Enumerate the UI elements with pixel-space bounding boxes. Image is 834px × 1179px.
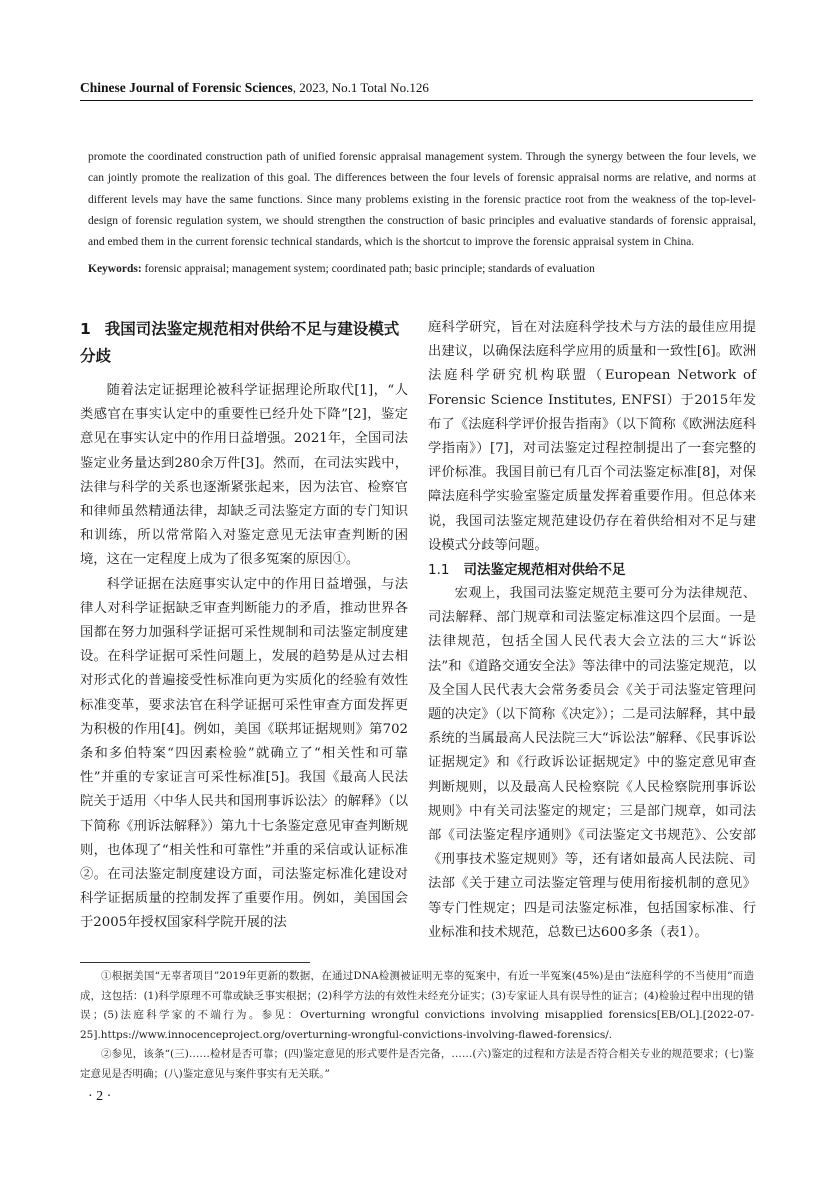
- footnote-rule: [80, 962, 310, 963]
- keywords-line: [88, 259, 756, 280]
- footnote-2: ②参见，该条“(三)……检材是否可靠；(四)鉴定意见的形式要件是否完备，……(六)鉴定的过程和方法是否符合相关专业的规范要求；(七)鉴定意见是否明确；(八)鉴定意见与案件事实有无关联。”: [80, 1048, 754, 1080]
- section-number: 1: [80, 320, 91, 338]
- footnotes: [80, 962, 754, 1084]
- left-column: [80, 316, 408, 936]
- right-column: [428, 316, 756, 945]
- paragraph: 科学证据在法庭事实认定中的作用日益增强，与法律人对科学证据缺乏审查判断能力的矛盾，推动世界各国都在努力加强科学证据可采性规制和司法鉴定制度建设。在科学证据可采性问题上，发展的趋势是从过去相对形式化的普遍接受性标准向更为实质化的经验有效性标准变革，要求法官在科学证据可采性审查方面发挥更为积极的作用[4]。例如，美国《联邦证据规则》第702条和多伯特案“四因素检验”就确立了“相关性和可靠性”并重的专家证言可采性标准[5]。我国《最高人民法院关于适用〈中华人民共和国刑事诉讼法〉的解释》（以下简称《刑诉法解释》）第九十七条鉴定意见审查判断规则，也体现了“相关性和可靠性”并重的采信或认证标准②。在司法鉴定制度建设方面，司法鉴定标准化建设对科学证据质量的控制发挥了重要作用。例如，美国国会于2005年授权国家科学院开展的法: [80, 576, 408, 931]
- section-heading: [80, 316, 408, 370]
- page-number: · 2 ·: [88, 1089, 112, 1104]
- issue-info: , 2023, No.1 Total No.126: [292, 80, 429, 95]
- paragraph-continued: 庭科学研究，旨在对法庭科学技术与方法的最佳应用提出建议，以确保法庭科学应用的质量和一致性[6]。欧洲法庭科学研究机构联盟（European Network of Forensic Science Institutes, ENFSI）于2015年发布了《法庭科学评价报告指南》（以下简称《欧洲法庭科学指南》）[7]，对司法鉴定过程控制提出了一套完整的评价标准。我国目前已有几百个司法鉴定标准[8]，对保障法庭科学实验室鉴定质量发挥着重要作用。但总体来说，我国司法鉴定规范建设仍存在着供给相对不足与建设模式分歧等问题。: [428, 320, 756, 553]
- running-header: [80, 80, 760, 96]
- english-abstract: promote the coordinated construction path of unified forensic appraisal management system. Through the synergy between the four levels, we can jointly promote the realization of this goal. The differences between the four levels of forensic appraisal norms are relative, and norms at different levels may have the same functions. Since many problems existing in the forensic practice root from the weakness of the top-level-design of forensic regulation system, we should strengthen the construction of basic principles and evaluative standards of forensic appraisal, and embed them in the current forensic technical standards, which is the shortcut to improve the forensic appraisal system in China.: [88, 151, 756, 249]
- paragraph: 宏观上，我国司法鉴定规范主要可分为法律规范、司法解释、部门规章和司法鉴定标准这四个层面。一是法律规范，包括全国人民代表大会立法的三大“诉讼法”和《道路交通安全法》等法律中的司法鉴定规范，以及全国人民代表大会常务委员会《关于司法鉴定管理问题的决定》（以下简称《决定》）；二是司法解释，其中最系统的当属最高人民法院三大“诉讼法”解释、《民事诉讼证据规定》和《行政诉讼证据规定》中的鉴定意见审查判断规则，以及最高人民检察院《人民检察院刑事诉讼规则》中有关司法鉴定的规定；三是部门规章，如司法部《司法鉴定程序通则》《司法鉴定文书规范》、公安部《刑事技术鉴定规则》等，还有诸如最高人民法院、司法部《关于建立司法鉴定管理与使用衔接机制的意见》等专门性规定；四是司法鉴定标准，包括国家标准、行业标准和技术规范，总数已达600多条（表1）。: [428, 586, 756, 940]
- subsection-heading: [428, 558, 756, 582]
- journal-name: Chinese Journal of Forensic Sciences: [80, 80, 293, 95]
- keywords-label: Keywords:: [88, 263, 142, 275]
- section-title: 我国司法鉴定规范相对供给不足与建设模式分歧: [80, 320, 400, 365]
- paragraph: 随着法定证据理论被科学证据理论所取代[1]，“人类感官在事实认定中的重要性已经升处下降”[2]，鉴定意见在事实认定中的作用日益增强。2021年，全国司法鉴定业务量达到280余万件[3]。然而，在司法实践中，法律与科学的关系也逐渐紧张起来，因为法官、检察官和律师虽然精通法律，却缺乏司法鉴定方面的专门知识和训练，所以常常陷入对鉴定意见无法审查判断的困境，这在一定程度上成为了很多冤案的原因①。: [80, 383, 408, 568]
- subsection-number: 1.1: [428, 562, 450, 579]
- subsection-title: 司法鉴定规范相对供给不足: [463, 562, 626, 579]
- header-rule: [80, 100, 753, 101]
- keywords-text: forensic appraisal; management system; coordinated path; basic principle; standards of evaluation: [141, 263, 595, 275]
- footnote-1: ①根据美国“无辜者项目”2019年更新的数据，在通过DNA检测被证明无辜的冤案中，有近一半冤案(45%)是由“法庭科学的不当使用”而造成，这包括：(1)科学原理不可靠或缺乏事实根据；(2)科学方法的有效性未经充分证实；(3)专家证人具有误导性的证言；(4)检验过程中出现的错误；(5)法庭科学家的不端行为。参见：Overturning wrongful convictions involving misapplied forensics[EB/OL].[2022-07-25].https://www.innocenceproject.org/overturning-wrongful-convictions-involving-flawed-forensics/.: [80, 970, 754, 1041]
